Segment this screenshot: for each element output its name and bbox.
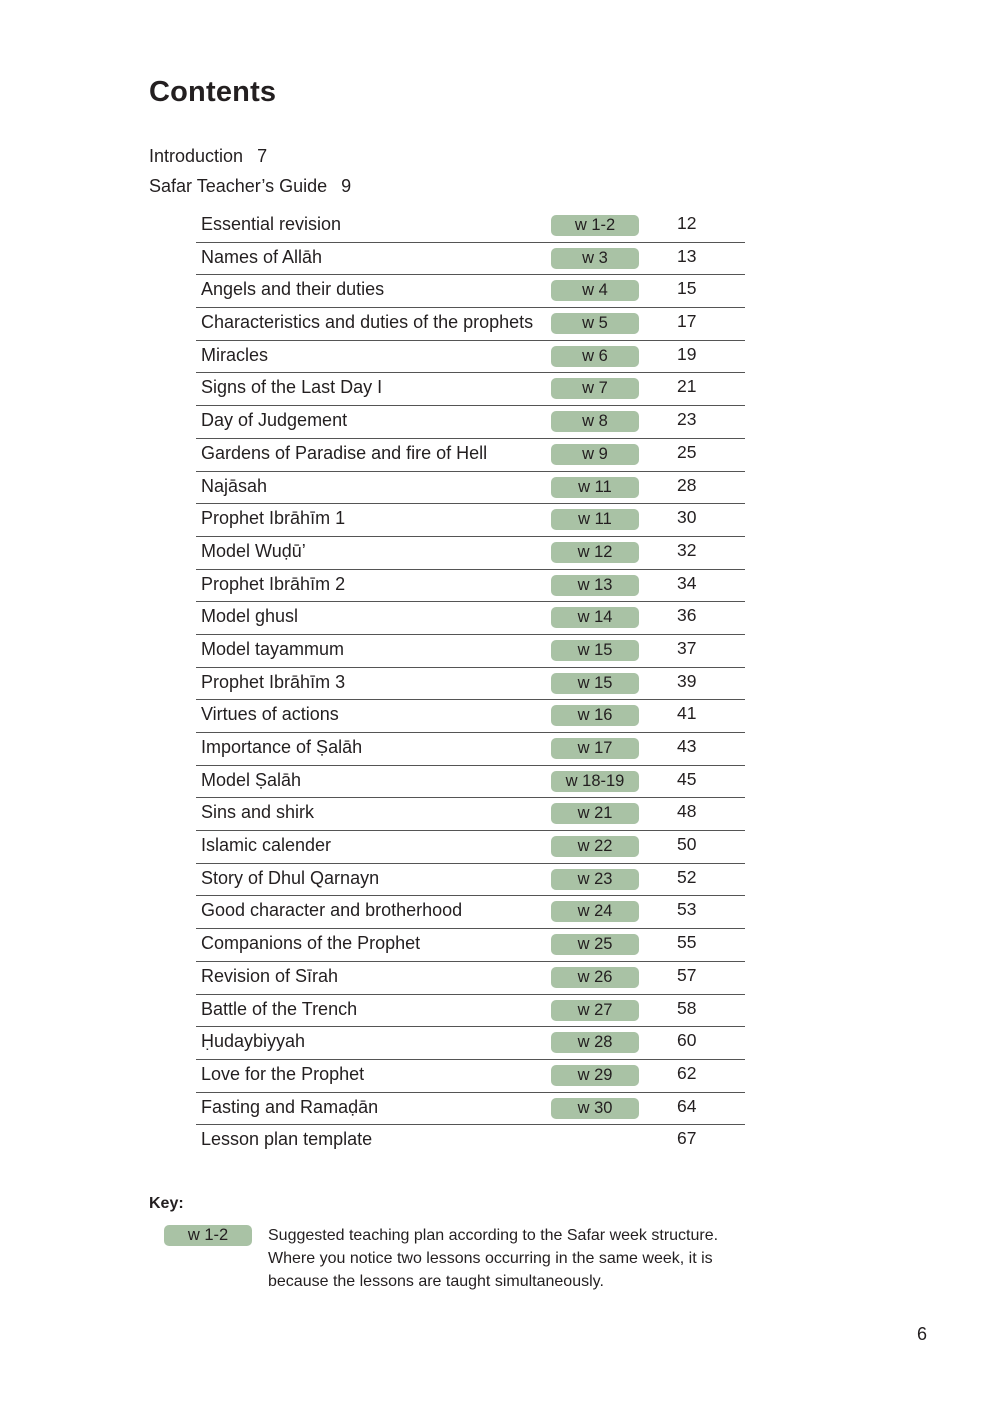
week-badge: w 1-2: [551, 215, 639, 236]
table-row[interactable]: [196, 243, 745, 276]
week-badge: w 28: [551, 1032, 639, 1053]
table-row[interactable]: [196, 406, 745, 439]
lesson-page-number: 36: [677, 605, 697, 626]
table-row[interactable]: [196, 995, 745, 1028]
week-badge: w 14: [551, 607, 639, 628]
week-badge: w 3: [551, 248, 639, 269]
lesson-page-number: 53: [677, 899, 697, 920]
front-entry-introduction[interactable]: [149, 146, 267, 167]
key-line: because the lessons are taught simultaneously.: [268, 1273, 604, 1290]
table-row[interactable]: [196, 864, 745, 897]
lesson-title: Story of Dhul Qarnayn: [201, 867, 380, 888]
table-row[interactable]: [196, 472, 745, 505]
front-entry-label: Introduction: [149, 146, 244, 166]
key-line: Suggested teaching plan according to the Safar week structure.: [268, 1227, 719, 1244]
key-description: [268, 1224, 768, 1293]
lesson-page-number: 62: [677, 1062, 697, 1083]
lesson-title: Model Ṣalāh: [201, 769, 302, 790]
table-row[interactable]: [196, 831, 745, 864]
table-row[interactable]: [196, 210, 745, 243]
week-badge: w 7: [551, 378, 639, 399]
lesson-title: Revision of Sīrah: [201, 965, 339, 986]
week-badge: w 22: [551, 836, 639, 857]
table-row[interactable]: [196, 1060, 745, 1093]
lesson-page-number: 52: [677, 866, 697, 887]
lesson-page-number: 60: [677, 1030, 697, 1051]
week-badge: w 23: [551, 869, 639, 890]
week-badge: w 29: [551, 1065, 639, 1086]
lesson-title: Sins and shirk: [201, 802, 315, 823]
lesson-title: Prophet Ibrāhīm 1: [201, 508, 346, 529]
lesson-title: Signs of the Last Day I: [201, 377, 383, 398]
week-badge: w 15: [551, 640, 639, 661]
lesson-title: Fasting and Ramaḍān: [201, 1096, 379, 1117]
week-badge: w 11: [551, 477, 639, 498]
week-badge: w 16: [551, 705, 639, 726]
table-row[interactable]: [196, 275, 745, 308]
table-row[interactable]: [196, 668, 745, 701]
week-badge: w 26: [551, 967, 639, 988]
lesson-page-number: 50: [677, 834, 697, 855]
week-badge: w 5: [551, 313, 639, 334]
lesson-page-number: 19: [677, 343, 697, 364]
lesson-title: Angels and their duties: [201, 279, 385, 300]
lesson-page-number: 64: [677, 1095, 697, 1116]
lesson-page-number: 45: [677, 768, 697, 789]
lesson-title: Good character and brotherhood: [201, 900, 463, 921]
week-badge: w 21: [551, 803, 639, 824]
lesson-title: Miracles: [201, 344, 269, 365]
table-row[interactable]: [196, 1125, 745, 1158]
key-heading: Key:: [149, 1195, 184, 1212]
week-badge: w 25: [551, 934, 639, 955]
lesson-title: Companions of the Prophet: [201, 933, 421, 954]
table-row[interactable]: [196, 1093, 745, 1126]
lesson-page-number: 28: [677, 474, 697, 495]
page-title: Contents: [149, 76, 277, 108]
table-row[interactable]: [196, 798, 745, 831]
lesson-title: Gardens of Paradise and fire of Hell: [201, 442, 488, 463]
front-entry-label: Safar Teacher’s Guide: [149, 176, 328, 196]
table-row[interactable]: [196, 733, 745, 766]
lesson-title: Islamic calender: [201, 835, 332, 856]
lesson-title: Virtues of actions: [201, 704, 339, 725]
front-entry-page: 9: [341, 176, 352, 196]
lesson-title: Names of Allāh: [201, 246, 323, 267]
lesson-page-number: 25: [677, 441, 697, 462]
table-row[interactable]: [196, 635, 745, 668]
lesson-page-number: 37: [677, 637, 697, 658]
lesson-title: Prophet Ibrāhīm 2: [201, 573, 346, 594]
table-row[interactable]: [196, 373, 745, 406]
lesson-page-number: 30: [677, 507, 697, 528]
lesson-title: Lesson plan template: [201, 1129, 373, 1150]
lesson-title: Day of Judgement: [201, 410, 348, 431]
table-row[interactable]: [196, 766, 745, 799]
lesson-page-number: 41: [677, 703, 697, 724]
lesson-page-number: 23: [677, 409, 697, 430]
lesson-title: Model tayammum: [201, 638, 345, 659]
week-badge: w 4: [551, 280, 639, 301]
lesson-page-number: 15: [677, 278, 697, 299]
table-row[interactable]: [196, 962, 745, 995]
lesson-title: Battle of the Trench: [201, 998, 358, 1019]
week-badge: w 8: [551, 411, 639, 432]
lesson-title: Ḥudaybiyyah: [201, 1031, 306, 1052]
week-badge: w 15: [551, 673, 639, 694]
table-row[interactable]: [196, 308, 745, 341]
week-badge: w 6: [551, 346, 639, 367]
page-number: 6: [917, 1324, 928, 1344]
lesson-page-number: 13: [677, 245, 697, 266]
lesson-title: Characteristics and duties of the prophets: [201, 312, 534, 333]
lesson-title: Model Wuḍū’: [201, 540, 306, 561]
week-badge: w 27: [551, 1000, 639, 1021]
lesson-page-number: 21: [677, 376, 697, 397]
front-entry-teachers-guide[interactable]: [149, 176, 351, 197]
lesson-page-number: 57: [677, 964, 697, 985]
lesson-page-number: 12: [677, 213, 697, 233]
lesson-title: Model ghusl: [201, 606, 299, 627]
table-row[interactable]: [196, 570, 745, 603]
key-line: Where you notice two lessons occurring in the same week, it is: [268, 1250, 713, 1267]
table-row[interactable]: [196, 504, 745, 537]
week-badge: w 24: [551, 901, 639, 922]
week-badge: w 30: [551, 1098, 639, 1119]
lesson-title: Najāsah: [201, 475, 268, 496]
table-row[interactable]: [196, 1027, 745, 1060]
table-row[interactable]: [196, 602, 745, 635]
lesson-title: Essential revision: [201, 214, 342, 234]
lesson-title: Love for the Prophet: [201, 1063, 365, 1084]
lesson-title: Importance of Ṣalāh: [201, 737, 363, 757]
table-row[interactable]: [196, 537, 745, 570]
lesson-page-number: 58: [677, 997, 697, 1018]
key-week-badge: w 1-2: [164, 1225, 252, 1246]
table-row[interactable]: [196, 896, 745, 929]
table-row[interactable]: [196, 439, 745, 472]
week-badge: w 13: [551, 575, 639, 596]
table-row[interactable]: [196, 341, 745, 374]
lesson-title: Prophet Ibrāhīm 3: [201, 671, 346, 692]
week-badge: w 11: [551, 509, 639, 530]
week-badge: w 12: [551, 542, 639, 563]
lesson-page-number: 55: [677, 932, 697, 953]
table-row[interactable]: [196, 929, 745, 962]
lesson-page-number: 32: [677, 539, 697, 560]
table-row[interactable]: [196, 700, 745, 733]
week-badge: w 18-19: [551, 771, 639, 792]
lesson-page-number: 67: [677, 1128, 697, 1149]
lesson-page-number: 48: [677, 801, 697, 822]
lesson-table: [196, 210, 745, 1158]
lesson-page-number: 39: [677, 670, 697, 691]
lesson-page-number: 43: [677, 736, 697, 756]
lesson-page-number: 17: [677, 311, 697, 332]
front-entry-page: 7: [257, 146, 268, 166]
week-badge: w 9: [551, 444, 639, 465]
week-badge: w 17: [551, 738, 639, 759]
lesson-page-number: 34: [677, 572, 697, 593]
